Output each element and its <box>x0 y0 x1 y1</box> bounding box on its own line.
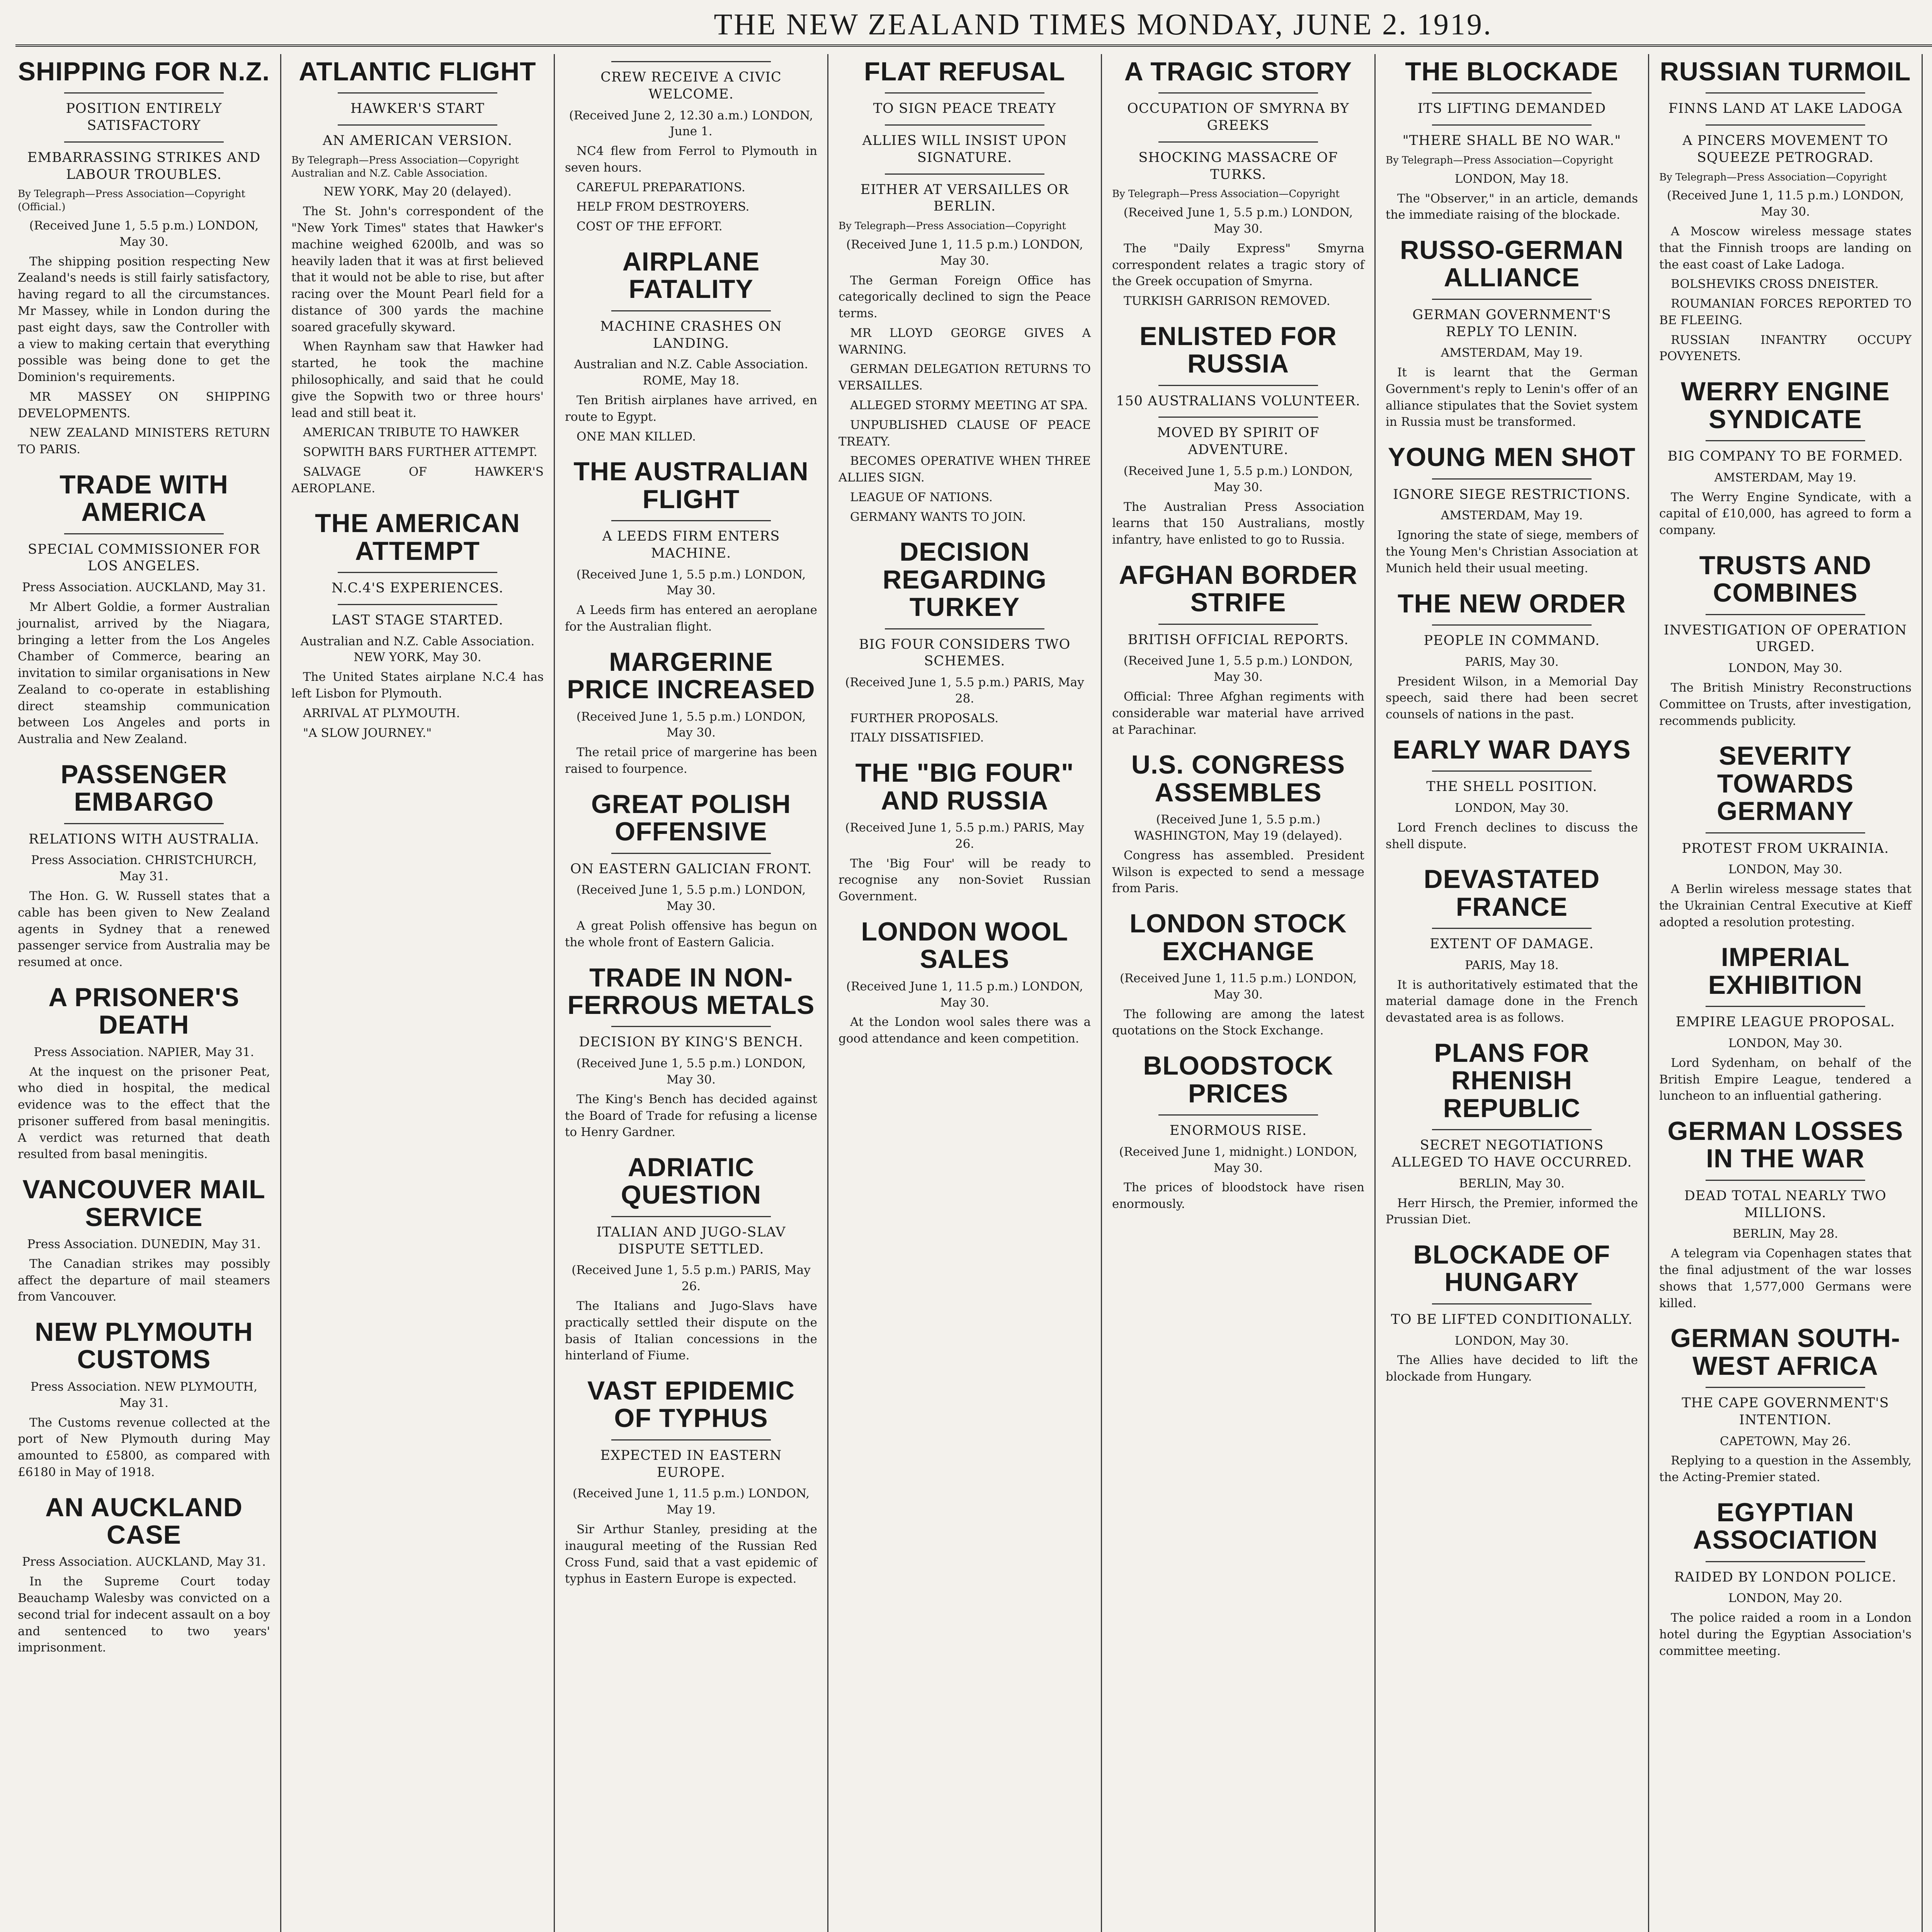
article-paragraph: ONE MAN KILLED. <box>577 429 696 444</box>
subheading: N.C.4'S EXPERIENCES. <box>331 580 504 596</box>
article <box>838 918 1091 1047</box>
column-8 <box>1923 54 1932 1932</box>
article <box>1112 751 1364 897</box>
article-paragraph: SALVAGE OF HAWKER'S AEROPLANE. <box>291 464 544 495</box>
wire-credit: By Telegraph—Press Association—Copyright (Official.) <box>18 188 245 213</box>
article <box>565 648 817 777</box>
headline: GREAT POLISH OFFENSIVE <box>591 789 791 847</box>
dateline: LONDON, May 20. <box>1728 1591 1843 1605</box>
article-paragraph: RUSSIAN INFANTRY OCCUPY POVYENETS. <box>1659 333 1912 364</box>
column-5 <box>1102 54 1376 1932</box>
dateline: BERLIN, May 30. <box>1459 1176 1565 1190</box>
headline: THE NEW ORDER <box>1398 588 1626 618</box>
column-2 <box>281 54 555 1932</box>
article <box>1659 1325 1912 1486</box>
divider <box>1432 1303 1592 1304</box>
masthead <box>15 4 1932 47</box>
dateline: PARIS, May 18. <box>1465 958 1559 972</box>
headline: THE BLOCKADE <box>1405 57 1619 86</box>
article <box>291 58 544 497</box>
dateline: (Received June 1, 5.5 p.m.) LONDON, May 30. <box>1123 654 1353 684</box>
dateline: PARIS, May 30. <box>1465 655 1559 669</box>
divider <box>611 1216 771 1217</box>
subheading: THE CAPE GOVERNMENT'S INTENTION. <box>1682 1395 1889 1428</box>
dateline: LONDON, May 30. <box>1728 862 1843 877</box>
subheading: BIG FOUR CONSIDERS TWO SCHEMES. <box>859 636 1071 669</box>
headline: VAST EPIDEMIC OF TYPHUS <box>587 1376 795 1433</box>
subheading: 150 AUSTRALIANS VOLUNTEER. <box>1116 393 1361 409</box>
divider <box>338 572 497 573</box>
divider <box>885 628 1044 629</box>
headline: IMPERIAL EXHIBITION <box>1708 942 1863 1000</box>
article-paragraph: SOPWITH BARS FURTHER ATTEMPT. <box>303 445 537 459</box>
article-paragraph: It is authoritatively estimated that the material damage done in the French devastated area is as follows. <box>1386 978 1638 1025</box>
article-paragraph: A Moscow wireless message states that the Finnish troops are landing on the east coast of Lake Ladoga. <box>1659 224 1912 272</box>
article-paragraph: The "Daily Express" Smyrna correspondent relates a tragic story of the Greek occupation of Smyrna. <box>1112 241 1364 289</box>
subheading: TO BE LIFTED CONDITIONALLY. <box>1391 1311 1633 1327</box>
article <box>1112 58 1364 310</box>
article <box>565 1154 817 1364</box>
divider <box>885 92 1044 94</box>
article <box>1659 552 1912 729</box>
subheading: EMPIRE LEAGUE PROPOSAL. <box>1675 1014 1895 1030</box>
article-paragraph: The prices of bloodstock have risen enormously. <box>1112 1180 1364 1211</box>
article-paragraph: Official: Three Afghan regiments with considerable war material have arrived at Parachinar. <box>1112 690 1364 737</box>
dateline: Press Association. NAPIER, May 31. <box>34 1045 254 1059</box>
article-paragraph: A great Polish offensive has begun on the whole front of Eastern Galicia. <box>565 919 817 949</box>
article <box>1386 590 1638 723</box>
subheading: MACHINE CRASHES ON LANDING. <box>600 318 782 351</box>
headline: BLOCKADE OF HUNGARY <box>1413 1240 1611 1297</box>
divider <box>64 141 224 143</box>
dateline: (Received June 1, 11.5 p.m.) LONDON, May 30. <box>846 237 1083 268</box>
subheading: SPECIAL COMMISSIONER FOR LOS ANGELES. <box>27 541 260 574</box>
subheading: A LEEDS FIRM ENTERS MACHINE. <box>602 529 780 561</box>
headline: RUSSO-GERMAN ALLIANCE <box>1400 235 1624 293</box>
divider <box>64 92 224 94</box>
article-paragraph: Ten British airplanes have arrived, en route to Egypt. <box>565 393 817 424</box>
headline: GERMAN SOUTH-WEST AFRICA <box>1670 1323 1900 1381</box>
divider <box>1432 92 1592 94</box>
article-paragraph: CAREFUL PREPARATIONS. <box>577 180 745 194</box>
article-paragraph: NEW ZEALAND MINISTERS RETURN TO PARIS. <box>18 426 270 457</box>
divider <box>1158 141 1318 143</box>
divider <box>1158 624 1318 625</box>
subheading: EITHER AT VERSAILLES OR BERLIN. <box>860 182 1069 214</box>
dateline: (Received June 1, 5.5 p.m.) PARIS, May 26. <box>845 821 1084 851</box>
divider <box>885 124 1044 126</box>
subheading: SECRET NEGOTIATIONS ALLEGED TO HAVE OCCURRED. <box>1391 1138 1632 1170</box>
wire-credit: By Telegraph—Press Association—Copyright Australian and N.Z. Cable Association. <box>291 154 519 179</box>
dateline: AMSTERDAM, May 19. <box>1714 470 1857 485</box>
headline: THE AMERICAN ATTEMPT <box>315 509 520 566</box>
article-paragraph: At the inquest on the prisoner Peat, who died in hospital, the medical evidence was to the effect that the prisoner suffered from basal meningitis. A verdict was returned that death resulted from basal meningitis. <box>18 1065 270 1162</box>
dateline: CAPETOWN, May 26. <box>1719 1434 1851 1448</box>
article-paragraph: The German Foreign Office has categorically declined to sign the Peace terms. <box>838 273 1091 321</box>
headline: ENLISTED FOR RUSSIA <box>1139 321 1337 379</box>
article <box>565 791 817 951</box>
subheading: FINNS LAND AT LAKE LADOGA <box>1668 101 1903 117</box>
article-paragraph: AMERICAN TRIBUTE TO HAWKER <box>303 425 519 440</box>
headline: MARGERINE PRICE INCREASED <box>567 647 815 704</box>
article-paragraph: The Customs revenue collected at the port of New Plymouth during May amounted to £5800, as compared with £6180 in May of 1918. <box>18 1415 270 1479</box>
article-paragraph: The Allies have decided to lift the blockade from Hungary. <box>1386 1353 1638 1384</box>
article-paragraph: TURKISH GARRISON REMOVED. <box>1124 294 1330 308</box>
headline: FLAT REFUSAL <box>864 57 1065 86</box>
article-paragraph: COST OF THE EFFORT. <box>577 219 723 234</box>
article <box>1386 58 1638 223</box>
article <box>565 248 817 445</box>
article <box>1659 58 1912 365</box>
divider <box>1706 614 1865 615</box>
headline: SHIPPING FOR N.Z. <box>18 57 270 86</box>
subheading: MOVED BY SPIRIT OF ADVENTURE. <box>1157 425 1320 458</box>
article-paragraph: A telegram via Copenhagen states that the final adjustment of the war losses shows that 1,577,000 Germans were killed. <box>1659 1247 1912 1310</box>
dateline: NEW YORK, May 20 (delayed). <box>323 185 512 199</box>
dateline: (Received June 1, 5.5 p.m.) LONDON, May 30. <box>576 883 806 913</box>
article <box>1386 444 1638 577</box>
divider <box>1432 478 1592 480</box>
divider <box>885 173 1044 175</box>
subheading: GERMAN GOVERNMENT'S REPLY TO LENIN. <box>1412 307 1611 340</box>
subheading: POSITION ENTIRELY SATISFACTORY <box>66 101 222 134</box>
article <box>18 1318 270 1481</box>
article-paragraph: The British Ministry Reconstructions Committee on Trusts, after investigation, recommends publicity. <box>1659 681 1912 728</box>
article-paragraph: ROUMANIAN FORCES REPORTED TO BE FLEEING. <box>1659 297 1912 327</box>
article-paragraph: The 'Big Four' will be ready to recognise any non-Soviet Russian Government. <box>838 856 1091 904</box>
divider <box>1158 417 1318 418</box>
subheading: RAIDED BY LONDON POLICE. <box>1674 1569 1897 1585</box>
article-paragraph: The retail price of margerine has been raised to fourpence. <box>565 745 817 776</box>
dateline: (Received June 1, 11.5 p.m.) LONDON, May 30. <box>1119 971 1357 1002</box>
divider <box>338 124 497 126</box>
dateline: LONDON, May 30. <box>1728 661 1843 675</box>
article-paragraph: The Australian Press Association learns that 150 Australians, mostly infantry, have enlisted to go to Russia. <box>1112 500 1364 547</box>
article <box>1386 1241 1638 1385</box>
article-paragraph: HELP FROM DESTROYERS. <box>577 200 750 214</box>
article-paragraph: BOLSHEVIKS CROSS DNEISTER. <box>1671 277 1879 291</box>
subheading: EXTENT OF DAMAGE. <box>1430 936 1594 952</box>
headline: PLANS FOR RHENISH REPUBLIC <box>1434 1038 1590 1123</box>
subheading: HAWKER'S START <box>350 101 485 117</box>
subheading: INVESTIGATION OF OPERATION URGED. <box>1663 622 1907 655</box>
article <box>565 964 817 1141</box>
headline: AIRPLANE FATALITY <box>622 247 760 304</box>
article-paragraph: At the London wool sales there was a good attendance and keen competition. <box>838 1015 1091 1046</box>
article-paragraph: Mr Albert Goldie, a former Australian journalist, arrived by the Niagara, bringing a letter from the Los Angeles Chamber of Commerce, bearing an invitation to similar organisations in New Zealand to co-operate in establishing direct steamship communication between Los Angeles and ports in Australia and New Zealand. <box>18 600 270 747</box>
article-paragraph: BECOMES OPERATIVE WHEN THREE ALLIES SIGN. <box>838 454 1091 485</box>
article <box>1659 1117 1912 1311</box>
dateline: (Received June 1, 5.5 p.m.) PARIS, May 28. <box>845 675 1084 706</box>
headline: GERMAN LOSSES IN THE WAR <box>1667 1116 1903 1173</box>
divider <box>1432 770 1592 772</box>
dateline: Press Association. AUCKLAND, May 31. <box>22 1555 266 1569</box>
masthead-title: THE NEW ZEALAND TIMES MONDAY, JUNE 2. 1919. <box>714 7 1493 41</box>
article-paragraph: UNPUBLISHED CLAUSE OF PEACE TREATY. <box>838 418 1091 449</box>
divider <box>1706 1561 1865 1562</box>
article <box>1112 1052 1364 1213</box>
article-paragraph: Herr Hirsch, the Premier, informed the Prussian Diet. <box>1386 1196 1638 1227</box>
article <box>18 761 270 971</box>
article-paragraph: Ignoring the state of siege, members of the Young Men's Christian Association at Munich held their usual meeting. <box>1386 528 1638 575</box>
article <box>565 1377 817 1587</box>
dateline: LONDON, May 18. <box>1454 172 1569 186</box>
article-paragraph: The United States airplane N.C.4 has left Lisbon for Plymouth. <box>291 670 544 701</box>
article-paragraph: GERMANY WANTS TO JOIN. <box>850 510 1026 524</box>
article-paragraph: The Hon. G. W. Russell states that a cable has been given to New Zealand agents in Sydney that a renewed passenger service from Australia may be resumed at once. <box>18 889 270 969</box>
divider <box>1158 92 1318 94</box>
article <box>1386 236 1638 430</box>
article <box>18 1494 270 1656</box>
headline: VANCOUVER MAIL SERVICE <box>22 1175 265 1232</box>
dateline: (Received June 1, 5.5 p.m.) LONDON, May 30. <box>576 567 806 598</box>
dateline: (Received June 1, 5.5 p.m.) PARIS, May 26. <box>571 1263 811 1294</box>
subheading: BIG COMPANY TO BE FORMED. <box>1667 449 1903 464</box>
divider <box>1158 385 1318 386</box>
article-paragraph: The Werry Engine Syndicate, with a capital of £10,000, has agreed to form a company. <box>1659 490 1912 537</box>
article <box>838 58 1091 525</box>
dateline: (Received June 1, 5.5 p.m.) LONDON, May 30. <box>1123 464 1353 494</box>
article-paragraph: The St. John's correspondent of the "New York Times" states that Hawker's machine weighed 6200lb, and was so heavily laden that it was at first believed that it would not be able to rise, but after racing over the Mount Pearl field for a distance of 300 yards the machine soared gracefully skyward. <box>291 204 544 334</box>
columns <box>8 54 1932 1932</box>
headline: AFGHAN BORDER STRIFE <box>1119 560 1358 617</box>
dateline: Press Association. NEW PLYMOUTH, May 31. <box>30 1379 258 1410</box>
dateline: LONDON, May 30. <box>1728 1036 1843 1050</box>
article <box>1659 944 1912 1104</box>
subheading: ALLIES WILL INSIST UPON SIGNATURE. <box>862 133 1067 165</box>
article-paragraph: In the Supreme Court today Beauchamp Walesby was convicted on a second trial for indecent assault on a boy and sentenced to two years' imprisonment. <box>18 1575 270 1655</box>
dateline: (Received June 1, 11.5 p.m.) LONDON, May 30. <box>846 979 1083 1010</box>
article-paragraph: When Raynham saw that Hawker had started, he took the machine philosophically, and said that he could give the Sopwith two or three hours' lead and still beat it. <box>291 340 544 420</box>
article <box>565 458 817 635</box>
divider <box>338 604 497 605</box>
article-paragraph: ALLEGED STORMY MEETING AT SPA. <box>850 398 1088 412</box>
dateline: Press Association. CHRISTCHURCH, May 31. <box>31 853 257 884</box>
divider <box>1432 1129 1592 1130</box>
headline: NEW PLYMOUTH CUSTOMS <box>35 1317 253 1374</box>
article-paragraph: President Wilson, in a Memorial Day speech, said there had been secret counsels of nations in the past. <box>1386 674 1638 722</box>
divider <box>1706 124 1865 126</box>
article <box>1659 378 1912 539</box>
article-paragraph: MR MASSEY ON SHIPPING DEVELOPMENTS. <box>18 389 270 420</box>
dateline: AMSTERDAM, May 19. <box>1440 346 1583 360</box>
dateline: Australian and N.Z. Cable Association. ROME, May 18. <box>574 357 808 388</box>
headline: TRUSTS AND COMBINES <box>1699 550 1872 608</box>
headline: DECISION REGARDING TURKEY <box>883 537 1047 622</box>
divider <box>1706 1387 1865 1388</box>
subheading: OCCUPATION OF SMYRNA BY GREEKS <box>1127 101 1349 134</box>
wire-credit: By Telegraph—Press Association—Copyright <box>838 220 1066 232</box>
article-paragraph: The Italians and Jugo-Slavs have practically settled their dispute on the basis of Italian concessions in the hinterland of Fiume. <box>565 1299 817 1363</box>
column-7 <box>1649 54 1923 1932</box>
subheading: ENORMOUS RISE. <box>1169 1123 1307 1139</box>
headline: BLOODSTOCK PRICES <box>1143 1051 1333 1108</box>
headline: LONDON WOOL SALES <box>861 917 1068 974</box>
article-paragraph: A Leeds firm has entered an aeroplane for the Australian flight. <box>565 603 817 634</box>
subheading: BRITISH OFFICIAL REPORTS. <box>1128 632 1349 648</box>
divider <box>611 1026 771 1027</box>
headline: DEVASTATED FRANCE <box>1423 864 1600 922</box>
article-paragraph: "A SLOW JOURNEY." <box>303 726 432 740</box>
headline: U.S. CONGRESS ASSEMBLES <box>1131 750 1345 807</box>
article-paragraph: LEAGUE OF NATIONS. <box>850 490 993 504</box>
headline: ATLANTIC FLIGHT <box>299 57 536 86</box>
subheading: DECISION BY KING'S BENCH. <box>579 1034 803 1050</box>
headline: THE AUSTRALIAN FLIGHT <box>573 457 809 514</box>
subheading: AN AMERICAN VERSION. <box>323 133 512 149</box>
dateline: Press Association. DUNEDIN, May 31. <box>27 1237 261 1251</box>
dateline: (Received June 1, 5.5 p.m.) LONDON, May 30. <box>576 1056 806 1087</box>
column-3 <box>555 54 828 1932</box>
divider <box>1432 299 1592 300</box>
divider <box>1158 1114 1318 1116</box>
dateline: (Received June 2, 12.30 a.m.) LONDON, June 1. <box>569 108 813 139</box>
article-paragraph: FURTHER PROPOSALS. <box>850 711 999 725</box>
article <box>838 759 1091 905</box>
divider <box>1706 440 1865 441</box>
dateline: LONDON, May 30. <box>1454 1333 1569 1348</box>
headline: TRADE IN NON-FERROUS METALS <box>567 963 815 1020</box>
headline: AN AUCKLAND CASE <box>45 1492 243 1549</box>
article <box>18 471 270 748</box>
divider <box>1706 832 1865 833</box>
headline: A TRAGIC STORY <box>1124 57 1352 86</box>
divider <box>611 1439 771 1440</box>
dateline: BERLIN, May 28. <box>1732 1227 1838 1241</box>
subheading: "THERE SHALL BE NO WAR." <box>1402 133 1621 149</box>
subheading: ITS LIFTING DEMANDED <box>1417 101 1606 117</box>
article-paragraph: The police raided a room in a London hotel during the Egyptian Association's committee meeting. <box>1659 1611 1912 1658</box>
dateline: (Received June 1, midnight.) LONDON, May 30. <box>1119 1145 1357 1175</box>
article <box>1659 742 1912 930</box>
divider <box>1706 1180 1865 1181</box>
subheading: LAST STAGE STARTED. <box>332 612 503 628</box>
divider <box>611 853 771 854</box>
subheading: IGNORE SIEGE RESTRICTIONS. <box>1393 486 1631 502</box>
subheading: A PINCERS MOVEMENT TO SQUEEZE PETROGRAD. <box>1682 133 1888 165</box>
article-paragraph: A Berlin wireless message states that the Ukrainian Central Executive at Kieff adopted a resolution protesting. <box>1659 882 1912 929</box>
column-1 <box>8 54 281 1932</box>
dateline: (Received June 1, 5.5 p.m.) LONDON, May 30. <box>576 709 806 740</box>
article <box>1659 1499 1912 1660</box>
article <box>18 58 270 458</box>
dateline: Press Association. AUCKLAND, May 31. <box>22 580 266 595</box>
article-paragraph: MR LLOYD GEORGE GIVES A WARNING. <box>838 326 1091 357</box>
subheading: PEOPLE IN COMMAND. <box>1423 633 1600 648</box>
headline: EARLY WAR DAYS <box>1393 735 1631 764</box>
headline: ADRIATIC QUESTION <box>621 1153 762 1210</box>
headline: PASSENGER EMBARGO <box>61 759 227 817</box>
divider <box>1432 624 1592 626</box>
headline: EGYPTIAN ASSOCIATION <box>1693 1497 1878 1555</box>
article-paragraph: The "Observer," in an article, demands the immediate raising of the blockade. <box>1386 191 1638 222</box>
article <box>1386 736 1638 853</box>
article-paragraph: The following are among the latest quotations on the Stock Exchange. <box>1112 1007 1364 1038</box>
article-paragraph: ARRIVAL AT PLYMOUTH. <box>303 706 460 720</box>
dateline: Australian and N.Z. Cable Association. NEW YORK, May 30. <box>300 634 535 665</box>
divider <box>1432 928 1592 929</box>
article-paragraph: NC4 flew from Ferrol to Plymouth in seven hours. <box>565 144 817 175</box>
divider <box>611 310 771 311</box>
subheading: DEAD TOTAL NEARLY TWO MILLIONS. <box>1684 1188 1887 1221</box>
article-paragraph: Lord Sydenham, on behalf of the British Empire League, tendered a luncheon to an influential gathering. <box>1659 1056 1912 1103</box>
headline: THE "BIG FOUR" AND RUSSIA <box>855 758 1074 815</box>
divider <box>1432 124 1592 126</box>
subheading: SHOCKING MASSACRE OF TURKS. <box>1138 150 1338 182</box>
article <box>291 510 544 741</box>
divider <box>64 823 224 824</box>
article-paragraph: Congress has assembled. President Wilson is expected to send a message from Paris. <box>1112 848 1364 896</box>
dateline: AMSTERDAM, May 19. <box>1440 509 1583 523</box>
article-paragraph: The King's Bench has decided against the Board of Trade for refusing a license to Henry Gardner. <box>565 1092 817 1139</box>
dateline: (Received June 1, 11.5 p.m.) LONDON, May 19. <box>572 1486 810 1517</box>
subheading: EXPECTED IN EASTERN EUROPE. <box>600 1447 782 1480</box>
column-4 <box>828 54 1102 1932</box>
article <box>1112 323 1364 548</box>
divider <box>611 520 771 521</box>
article-paragraph: GERMAN DELEGATION RETURNS TO VERSAILLES. <box>838 362 1091 393</box>
headline: WERRY ENGINE SYNDICATE <box>1681 377 1890 434</box>
article <box>1112 561 1364 738</box>
subheading: PROTEST FROM UKRAINIA. <box>1682 840 1889 856</box>
wire-credit: By Telegraph—Press Association—Copyright <box>1659 171 1887 183</box>
subheading: ITALIAN AND JUGO-SLAV DISPUTE SETTLED. <box>596 1224 786 1257</box>
subheading: RELATIONS WITH AUSTRALIA. <box>28 831 260 847</box>
subheading: EMBARRASSING STRIKES AND LABOUR TROUBLES. <box>27 150 261 182</box>
dateline: (Received June 1, 5.5 p.m.) LONDON, May 30. <box>29 218 259 249</box>
headline: A PRISONER'S DEATH <box>48 982 240 1040</box>
divider <box>611 61 771 62</box>
headline: RUSSIAN TURMOIL <box>1660 57 1911 86</box>
subheading: TO SIGN PEACE TREATY <box>873 101 1056 117</box>
article-paragraph: ITALY DISSATISFIED. <box>850 731 984 745</box>
article-paragraph: The Canadian strikes may possibly affect the departure of mail steamers from Vancouver. <box>18 1257 270 1304</box>
headline: LONDON STOCK EXCHANGE <box>1129 909 1347 966</box>
article-paragraph: Lord French declines to discuss the shell dispute. <box>1386 820 1638 851</box>
headline: YOUNG MEN SHOT <box>1388 442 1636 472</box>
article <box>18 984 270 1163</box>
subheading: ON EASTERN GALICIAN FRONT. <box>570 861 812 877</box>
divider <box>64 533 224 534</box>
article <box>18 1176 270 1305</box>
article-paragraph: Sir Arthur Stanley, presiding at the inaugural meeting of the Russian Red Cross Fund, said that a vast epidemic of typhus in Eastern Europe is expected. <box>565 1522 817 1586</box>
subheading: CREW RECEIVE A CIVIC WELCOME. <box>600 70 782 102</box>
article <box>1112 910 1364 1039</box>
subheading: THE SHELL POSITION. <box>1426 779 1597 795</box>
article-paragraph: It is learnt that the German Government's reply to Lenin's offer of an alliance stipulates that the Soviet system in Russia must be transformed. <box>1386 366 1638 429</box>
article-paragraph: Replying to a question in the Assembly, the Acting-Premier stated. <box>1659 1454 1912 1485</box>
dateline: (Received June 1, 11.5 p.m.) LONDON, May 30. <box>1667 189 1904 219</box>
article <box>1386 1039 1638 1228</box>
article <box>1386 866 1638 1026</box>
article-paragraph: The shipping position respecting New Zealand's needs is still fairly satisfactory, having regard to all the circumstances. Mr Massey, while in London during the past eight days, saw the Controller with a view to making certain that everything possible was being done to get the Dominion's requirements. <box>18 254 270 384</box>
divider <box>338 92 497 94</box>
wire-credit: By Telegraph—Press Association—Copyright <box>1386 154 1613 166</box>
article <box>565 61 817 235</box>
article <box>838 538 1091 746</box>
column-6 <box>1376 54 1649 1932</box>
wire-credit: By Telegraph—Press Association—Copyright <box>1112 188 1340 200</box>
divider <box>1706 1006 1865 1007</box>
divider <box>1706 92 1865 94</box>
dateline: (Received June 1, 5.5 p.m.) LONDON, May 30. <box>1123 206 1353 236</box>
dateline: LONDON, May 30. <box>1454 801 1569 815</box>
headline: SEVERITY TOWARDS GERMANY <box>1717 741 1854 826</box>
headline: TRADE WITH AMERICA <box>60 469 228 527</box>
dateline: (Received June 1, 5.5 p.m.) WASHINGTON, May 19 (delayed). <box>1134 813 1343 843</box>
